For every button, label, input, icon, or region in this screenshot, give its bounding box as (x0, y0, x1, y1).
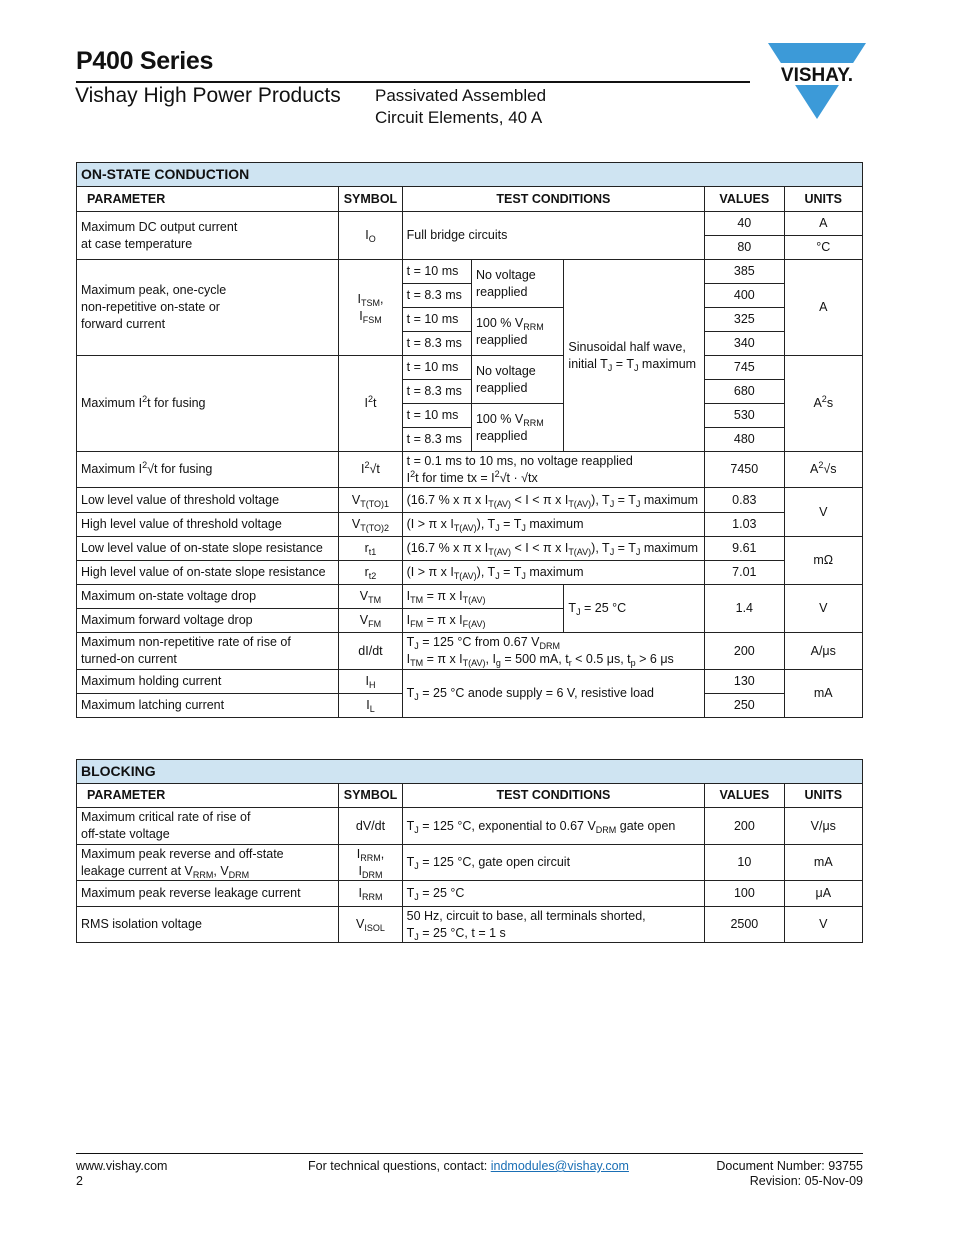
unit-leakage: mA (784, 845, 862, 881)
param-i2t: Maximum $I^2t$ for fusing (77, 356, 339, 452)
unit-rt: mΩ (784, 537, 862, 585)
cond-vto1: (16.7 % x π x $I_{T(AV)} < I < \pi$ x $I_{T(AV)}$), $T_J = T_J$ maximum (402, 488, 705, 513)
param-rt1: Low level value of on-state slope resistance (77, 537, 339, 561)
value-isolation: 2500 (705, 907, 784, 943)
unit-vto: V (784, 488, 862, 537)
unit-dc-1: A (784, 212, 862, 236)
section-title-on-state: ON-STATE CONDUCTION (77, 163, 863, 187)
table-row (77, 633, 863, 670)
unit-dc-2: °C (784, 236, 862, 260)
cond-i2sqrt: t = 0.1 ms to 10 ms, no voltage reapplied $I^2t$ for time tx = $I^2√t \cdot √tx$ (402, 452, 705, 488)
column-header-row (77, 784, 863, 808)
value-reverse: 100 (705, 881, 784, 907)
unit-itsm: A (784, 260, 862, 356)
value-didt: 200 (705, 633, 784, 670)
cond-vtm-tj: $T_J = 25$ °C (564, 585, 705, 633)
document-number: Document Number: 93755 (716, 1159, 863, 1173)
value-itsm-1: 385 (705, 260, 784, 284)
contact-email-link[interactable]: indmodules@vishay.com (490, 1159, 629, 1173)
time-cell: t = 8.3 ms (402, 380, 471, 404)
param-latching: Maximum latching current (77, 694, 339, 718)
symbol-rt1: $r_{t1}$ (339, 537, 402, 561)
symbol-io: $I_O$ (339, 212, 402, 260)
value-leakage: 10 (705, 845, 784, 881)
table-row (77, 513, 863, 537)
param-vto1: Low level value of threshold voltage (77, 488, 339, 513)
param-leakage: Maximum peak reverse and off-state leakage current at $V_{RRM}$, $V_{DRM}$ (77, 845, 339, 881)
symbol-vfm: $V_{FM}$ (339, 609, 402, 633)
brand-name: Vishay High Power Products (75, 84, 341, 107)
col-values: VALUES (705, 187, 784, 212)
time-cell: t = 8.3 ms (402, 332, 471, 356)
time-cell: t = 8.3 ms (402, 284, 471, 308)
table-row (77, 907, 863, 943)
vrrm-cell: 100 % $V_{RRM}$ reapplied (471, 404, 563, 452)
value-dc-1: 40 (705, 212, 784, 236)
symbol-didt: dI/dt (339, 633, 402, 670)
cond-leakage: $T_J = 125$ °C, gate open circuit (402, 845, 705, 881)
col-values: VALUES (705, 784, 784, 808)
value-vto1: 0.83 (705, 488, 784, 513)
value-vto2: 1.03 (705, 513, 784, 537)
unit-vtm: V (784, 585, 862, 633)
col-units: UNITS (784, 187, 862, 212)
time-cell: t = 8.3 ms (402, 428, 471, 452)
symbol-il: $I_L$ (339, 694, 402, 718)
section-title-blocking: BLOCKING (77, 760, 863, 784)
symbol-i2t: $I^2t$ (339, 356, 402, 452)
param-peak-current: Maximum peak, one-cycle non-repetitive on-state or forward current (77, 260, 339, 356)
value-rt1: 9.61 (705, 537, 784, 561)
table-row (77, 212, 863, 236)
header-rule (76, 81, 750, 83)
unit-i2sqrt: $A^2√s$ (784, 452, 862, 488)
value-i2t-4: 480 (705, 428, 784, 452)
param-dvdt: Maximum critical rate of rise of off-state voltage (77, 808, 339, 845)
unit-dvdt: V/μs (784, 808, 862, 845)
symbol-vtm: $V_{TM}$ (339, 585, 402, 609)
footer-left (76, 1159, 167, 1189)
value-itsm-2: 400 (705, 284, 784, 308)
logo-text: VISHAY. (780, 65, 854, 86)
table-row (77, 488, 863, 513)
unit-isolation: V (784, 907, 862, 943)
value-i2t-3: 530 (705, 404, 784, 428)
unit-didt: A/μs (784, 633, 862, 670)
column-header-row (77, 187, 863, 212)
symbol-vto2: $V_{T(TO)2}$ (339, 513, 402, 537)
symbol-irrm-idrm: $I_{RRM}$, $I_{DRM}$ (339, 845, 402, 881)
vrrm-cell: 100 % $V_{RRM}$ reapplied (471, 308, 563, 356)
table-row (77, 537, 863, 561)
param-holding: Maximum holding current (77, 670, 339, 694)
no-voltage-cell: No voltage reapplied (471, 356, 563, 404)
time-cell: t = 10 ms (402, 308, 471, 332)
cond-vtm: $I_{TM} = \pi$ x $I_{T(AV)}$ (402, 585, 564, 609)
cond-isolation: 50 Hz, circuit to base, all terminals shorted, $T_J = 25$ °C, t = 1 s (402, 907, 705, 943)
param-i2sqrt: Maximum $I^2√t$ for fusing (77, 452, 339, 488)
cond-vfm: $I_{FM} = \pi$ x $I_{F(AV)}$ (402, 609, 564, 633)
param-isolation: RMS isolation voltage (77, 907, 339, 943)
cond-didt: $T_J = 125$ °C from 0.67 $V_{DRM}$ $I_{TM} = \pi$ x $I_{T(AV)}$, $I_g = 500$ mA, $t_r < 0.5$ μs, $t_p > 6$ μs (402, 633, 705, 670)
sinusoidal-cell: Sinusoidal half wave, initial $T_J = T_J$ maximum (564, 260, 705, 452)
table-row (77, 670, 863, 694)
table-row (77, 845, 863, 881)
series-title: P400 Series (76, 47, 214, 75)
revision: Revision: 05-Nov-09 (749, 1174, 863, 1188)
unit-reverse: μA (784, 881, 862, 907)
table-row (77, 585, 863, 609)
blocking-table (76, 759, 863, 943)
table-row (77, 561, 863, 585)
product-subtitle: Passivated Assembled Circuit Elements, 40 A (375, 86, 547, 127)
value-i2sqrt: 7450 (705, 452, 784, 488)
param-vfm: Maximum forward voltage drop (77, 609, 339, 633)
symbol-rt2: $r_{t2}$ (339, 561, 402, 585)
footer-website: www.vishay.com (76, 1159, 168, 1173)
symbol-dvdt: dV/dt (339, 808, 402, 845)
col-parameter: PARAMETER (77, 784, 339, 808)
time-cell: t = 10 ms (402, 404, 471, 428)
param-rt2: High level value of on-state slope resistance (77, 561, 339, 585)
value-holding: 130 (705, 670, 784, 694)
footer-contact: For technical questions, contact: indmodules@vishay.com (308, 1159, 629, 1173)
footer-right (716, 1159, 863, 1189)
param-dc-output: Maximum DC output current at case temperature (77, 212, 339, 260)
cond-rt2: (I > π x $I_{T(AV)}$), $T_J = T_J$ maximum (402, 561, 705, 585)
unit-holding-latching: mA (784, 670, 862, 718)
cond-reverse: $T_J = 25$ °C (402, 881, 705, 907)
cond-dvdt: $T_J = 125$ °C, exponential to 0.67 $V_{DRM}$ gate open (402, 808, 705, 845)
vishay-logo (768, 43, 866, 119)
value-latching: 250 (705, 694, 784, 718)
col-symbol: SYMBOL (339, 187, 402, 212)
cond-vto2: (I > π x $I_{T(AV)}$), $T_J = T_J$ maximum (402, 513, 705, 537)
cond-holding-latching: $T_J = 25$ °C anode supply = 6 V, resistive load (402, 670, 705, 718)
col-test-conditions: TEST CONDITIONS (402, 784, 705, 808)
col-parameter: PARAMETER (77, 187, 339, 212)
value-i2t-1: 745 (705, 356, 784, 380)
table-row (77, 808, 863, 845)
time-cell: t = 10 ms (402, 356, 471, 380)
no-voltage-cell: No voltage reapplied (471, 260, 563, 308)
symbol-itsm-ifsm: $I_{TSM}$, $I_{FSM}$ (339, 260, 402, 356)
symbol-vto1: $V_{T(TO)1}$ (339, 488, 402, 513)
footer-rule (76, 1153, 863, 1154)
col-test-conditions: TEST CONDITIONS (402, 187, 705, 212)
value-dvdt: 200 (705, 808, 784, 845)
symbol-i2sqrt: $I^2√t$ (339, 452, 402, 488)
value-itsm-4: 340 (705, 332, 784, 356)
param-vtm: Maximum on-state voltage drop (77, 585, 339, 609)
table-row (77, 452, 863, 488)
cond-rt1: (16.7 % x π x $I_{T(AV)} < I < \pi$ x $I_{T(AV)}$), $T_J = T_J$ maximum (402, 537, 705, 561)
symbol-irrm: $I_{RRM}$ (339, 881, 402, 907)
param-vto2: High level value of threshold voltage (77, 513, 339, 537)
cond-dc-output: Full bridge circuits (402, 212, 705, 260)
value-dc-2: 80 (705, 236, 784, 260)
table-row (77, 260, 863, 284)
value-rt2: 7.01 (705, 561, 784, 585)
param-reverse: Maximum peak reverse leakage current (77, 881, 339, 907)
col-units: UNITS (784, 784, 862, 808)
time-cell: t = 10 ms (402, 260, 471, 284)
col-symbol: SYMBOL (339, 784, 402, 808)
page-number: 2 (76, 1174, 83, 1188)
on-state-table (76, 162, 863, 718)
table-row (77, 881, 863, 907)
table-row (77, 356, 863, 380)
value-i2t-2: 680 (705, 380, 784, 404)
param-didt: Maximum non-repetitive rate of rise of turned-on current (77, 633, 339, 670)
value-vtm: 1.4 (705, 585, 784, 633)
unit-i2t: $A^2s$ (784, 356, 862, 452)
symbol-ih: $I_H$ (339, 670, 402, 694)
symbol-visol: $V_{ISOL}$ (339, 907, 402, 943)
value-itsm-3: 325 (705, 308, 784, 332)
